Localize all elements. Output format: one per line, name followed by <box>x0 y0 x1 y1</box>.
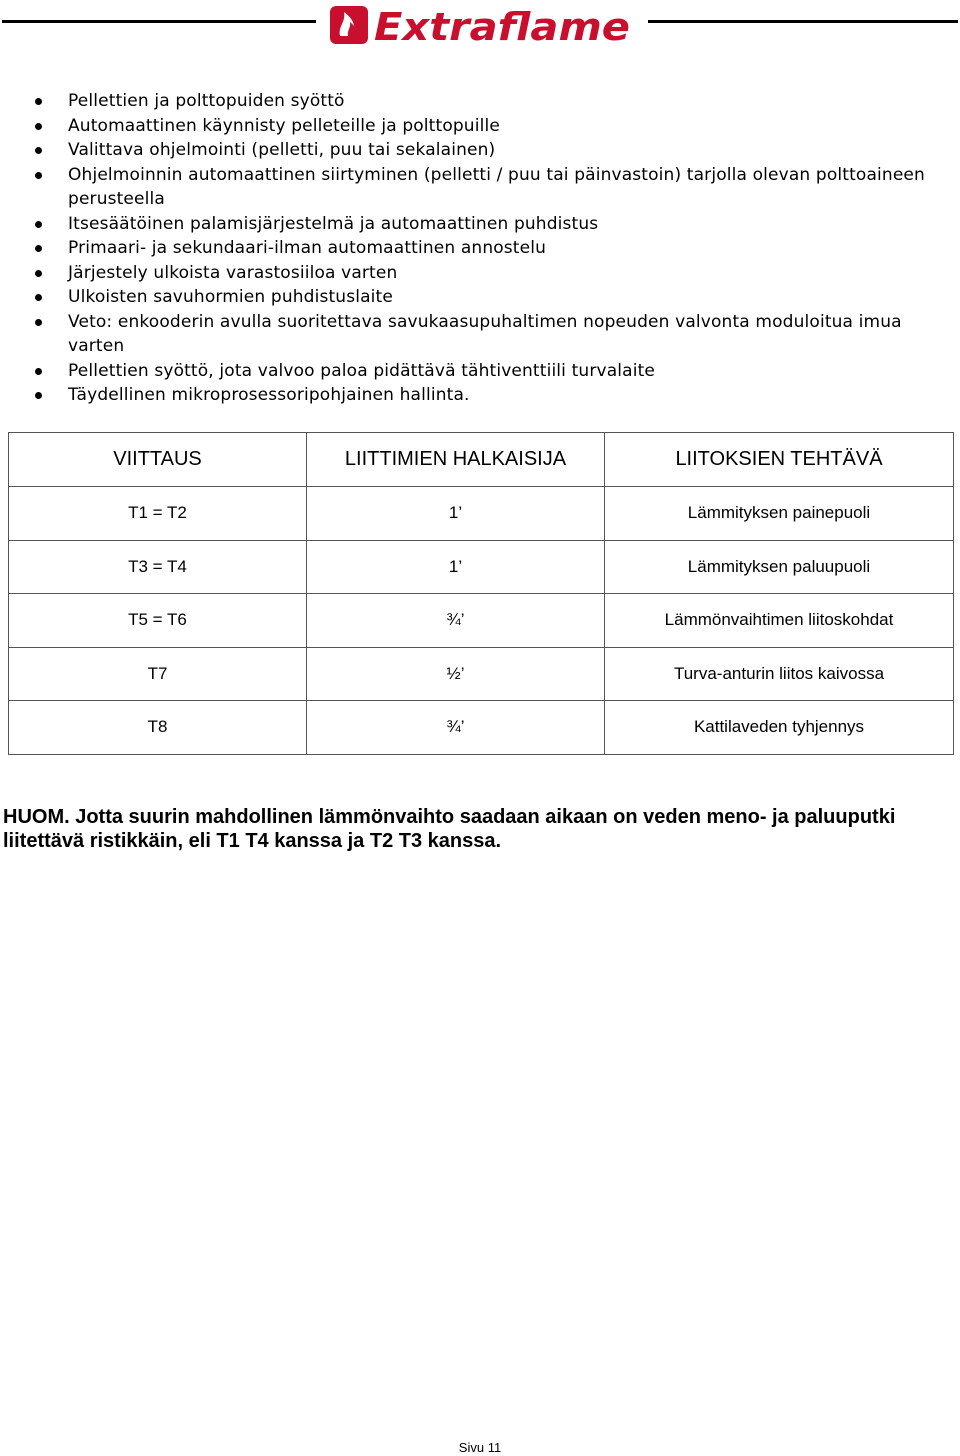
bullet-icon <box>35 270 42 277</box>
list-item <box>0 212 960 237</box>
list-item <box>0 89 960 114</box>
page-number: Sivu 11 <box>458 1440 502 1455</box>
list-item <box>0 261 960 286</box>
table-row <box>9 594 954 648</box>
list-item-text: Automaattinen käynnisty pelleteille ja polttopuille <box>68 115 500 136</box>
cell-function: Kattilaveden tyhjennys <box>605 701 954 755</box>
list-item <box>0 310 960 359</box>
cell-function: Lämmityksen paluupuoli <box>605 540 954 594</box>
table-row <box>9 647 954 701</box>
cell-diameter: ¾’ <box>307 594 605 648</box>
bullet-icon <box>35 392 42 399</box>
extraflame-logo <box>328 2 634 48</box>
bullet-icon <box>35 245 42 252</box>
list-item-text: Täydellinen mikroprosessoripohjainen hallinta. <box>68 385 470 405</box>
list-item <box>0 163 960 212</box>
table-header-row <box>9 433 954 487</box>
table-row <box>9 540 954 594</box>
table-row <box>9 487 954 541</box>
column-header-diameter: LIITTIMIEN HALKAISIJA <box>307 433 605 487</box>
feature-list <box>0 89 960 408</box>
list-item <box>0 236 960 261</box>
cell-reference: T3 = T4 <box>9 540 307 594</box>
bullet-icon <box>35 221 42 228</box>
flame-mark-icon <box>330 6 368 44</box>
bullet-icon <box>35 172 42 179</box>
cell-reference: T8 <box>9 701 307 755</box>
list-item <box>0 359 960 384</box>
cell-diameter: 1’ <box>307 540 605 594</box>
cell-function: Lämmönvaihtimen liitoskohdat <box>605 594 954 648</box>
list-item-text: Primaari- ja sekundaari-ilman automaattinen annostelu <box>68 238 547 258</box>
list-item <box>0 383 960 408</box>
bullet-icon <box>35 98 42 105</box>
list-item <box>0 285 960 310</box>
list-item-text: Valittava ohjelmointi (pelletti, puu tai sekalainen) <box>68 140 496 160</box>
table-row <box>9 701 954 755</box>
cell-function: Lämmityksen painepuoli <box>605 487 954 541</box>
header-rule-right <box>648 20 958 23</box>
bullet-icon <box>35 294 42 301</box>
list-item <box>0 138 960 163</box>
bullet-icon <box>35 368 42 375</box>
list-item-text: Pellettien syöttö, jota valvoo paloa pidättävä tähtiventtiili turvalaite <box>68 360 656 381</box>
list-item-text: Ohjelmoinnin automaattinen siirtyminen (pelletti / puu tai päinvastoin) tarjolla olevan polttoaineen perusteella <box>68 164 925 209</box>
list-item-text: Ulkoisten savuhormien puhdistuslaite <box>68 287 393 307</box>
cell-diameter: ½’ <box>307 647 605 701</box>
list-item <box>0 114 960 139</box>
column-header-function: LIITOKSIEN TEHTÄVÄ <box>605 433 954 487</box>
bullet-icon <box>35 319 42 326</box>
bullet-icon <box>35 123 42 130</box>
cell-reference: T1 = T2 <box>9 487 307 541</box>
cell-function: Turva-anturin liitos kaivossa <box>605 647 954 701</box>
cell-reference: T5 = T6 <box>9 594 307 648</box>
list-item-text: Veto: enkooderin avulla suoritettava savukaasupuhaltimen nopeuden valvonta moduloitua imua varten <box>68 311 902 356</box>
logo-wordmark: Extraflame <box>374 5 630 48</box>
list-item-text: Itsesäätöinen palamisjärjestelmä ja automaattinen puhdistus <box>68 213 599 234</box>
column-header-reference: VIITTAUS <box>9 433 307 487</box>
connection-table <box>8 432 954 755</box>
cell-diameter: ¾’ <box>307 701 605 755</box>
installation-note: HUOM. Jotta suurin mahdollinen lämmönvaihto saadaan aikaan on veden meno- ja paluuputki liitettävä ristikkäin, eli T1 T4 kanssa ja T2 T3 kanssa. <box>3 806 896 852</box>
page-header <box>0 0 960 50</box>
list-item-text: Järjestely ulkoista varastosiiloa varten <box>68 262 398 283</box>
header-rule-left <box>2 20 316 23</box>
cell-reference: T7 <box>9 647 307 701</box>
bullet-icon <box>35 147 42 154</box>
cell-diameter: 1’ <box>307 487 605 541</box>
list-item-text: Pellettien ja polttopuiden syöttö <box>68 91 345 111</box>
